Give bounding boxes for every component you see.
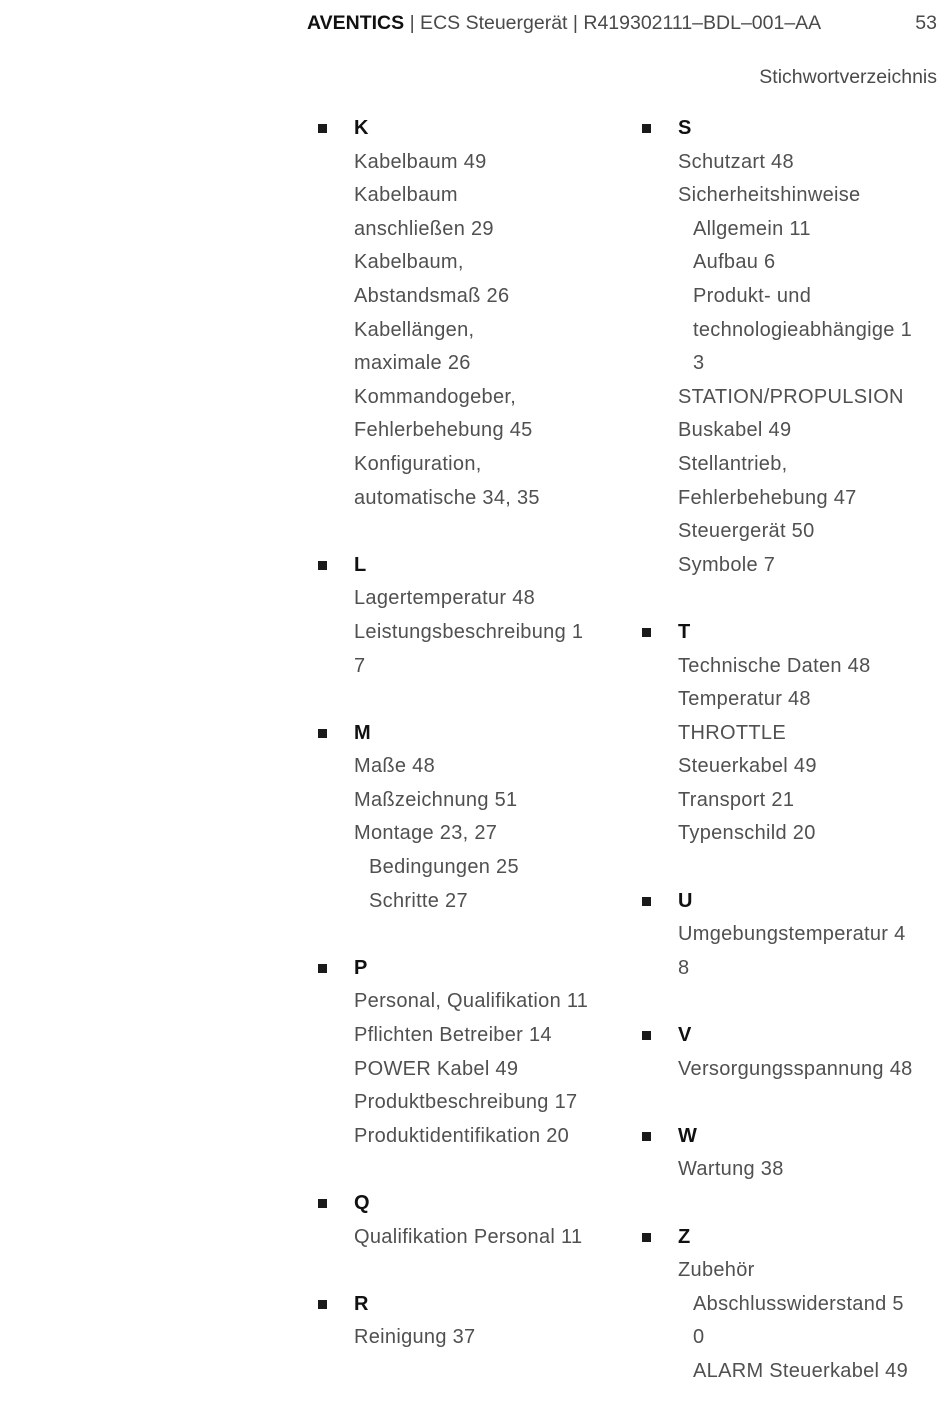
index-subentry: Bedingungen 25	[369, 856, 519, 879]
index-entry: Symbole 7	[678, 553, 776, 576]
bullet-square-icon	[642, 1233, 651, 1242]
page-header	[307, 12, 937, 35]
index-group-t	[642, 616, 942, 851]
index-letter: U	[678, 889, 693, 912]
bullet-square-icon	[318, 561, 327, 570]
index-entry: Kabelbaum,	[354, 251, 464, 274]
index-entry: anschließen 29	[354, 217, 494, 240]
index-entry: Schutzart 48	[678, 150, 794, 173]
index-entry: Transport 21	[678, 788, 795, 811]
index-column-right	[642, 112, 942, 1422]
index-entry: Umgebungstemperatur 4	[678, 923, 906, 946]
index-entry: 7	[354, 654, 366, 677]
bullet-square-icon	[642, 1132, 651, 1141]
index-letter: L	[354, 553, 367, 576]
index-entry: Wartung 38	[678, 1158, 784, 1181]
bullet-square-icon	[642, 897, 651, 906]
index-entry: POWER Kabel 49	[354, 1057, 519, 1080]
index-letter: W	[678, 1124, 697, 1147]
index-entry: Technische Daten 48	[678, 654, 871, 677]
index-letter: T	[678, 620, 691, 643]
index-entry: automatische 34, 35	[354, 486, 540, 509]
bullet-square-icon	[642, 628, 651, 637]
index-entry: Produktbeschreibung 17	[354, 1091, 578, 1114]
index-letter: S	[678, 117, 692, 139]
index-entry: Steuerkabel 49	[678, 755, 817, 778]
index-letter: M	[354, 721, 371, 744]
index-entry: Maßzeichnung 51	[354, 788, 518, 811]
index-entry: Qualifikation Personal 11	[354, 1225, 583, 1248]
index-letter: K	[354, 117, 369, 139]
brand-name: AVENTICS	[307, 12, 405, 34]
index-group-s	[642, 112, 942, 582]
section-title: Stichwortverzeichnis	[759, 66, 937, 88]
index-entry: Leistungsbeschreibung 1	[354, 620, 584, 643]
index-entry: maximale 26	[354, 352, 471, 375]
index-entry: Abstandsmaß 26	[354, 284, 510, 307]
index-entry: Kabelbaum	[354, 184, 458, 207]
index-entry: Pflichten Betreiber 14	[354, 1024, 552, 1047]
index-group-q	[318, 1187, 618, 1254]
index-subentry: Abschlusswiderstand 5	[693, 1292, 904, 1315]
index-subentry: Produkt- und	[693, 284, 812, 307]
bullet-square-icon	[318, 964, 327, 973]
index-entry: Personal, Qualifikation 11	[354, 990, 589, 1013]
bullet-square-icon	[318, 124, 327, 133]
index-subentry: Schritte 27	[369, 889, 468, 912]
bullet-square-icon	[318, 1300, 327, 1309]
index-letter: P	[354, 956, 368, 979]
index-entry: THROTTLE	[678, 721, 786, 744]
index-entry: Temperatur 48	[678, 688, 811, 711]
index-entry: Sicherheitshinweise	[678, 184, 861, 207]
index-entry: Steuergerät 50	[678, 520, 815, 543]
index-subentry: 0	[693, 1326, 705, 1349]
index-entry: STATION/PROPULSION	[678, 385, 904, 408]
index-entry: Produktidentifikation 20	[354, 1124, 570, 1147]
index-entry: Kabellängen,	[354, 318, 475, 341]
index-group-k	[318, 112, 618, 515]
index-letter: R	[354, 1292, 369, 1315]
index-entry: Kommandogeber,	[354, 385, 517, 408]
index-group-w	[642, 1120, 942, 1187]
index-entry: Zubehör	[678, 1259, 755, 1282]
index-group-p	[318, 952, 618, 1154]
index-entry: Reinigung 37	[354, 1326, 476, 1349]
bullet-square-icon	[642, 124, 651, 133]
index-entry: 8	[678, 956, 690, 979]
index-entry: Versorgungsspannung 48	[678, 1057, 913, 1080]
index-entry: Konfiguration,	[354, 452, 482, 475]
index-group-v	[642, 1019, 942, 1086]
index-entry: Fehlerbehebung 45	[354, 419, 533, 442]
index-group-u	[642, 885, 942, 986]
index-subentry: 3	[693, 352, 705, 375]
bullet-square-icon	[318, 729, 327, 738]
document-title: | ECS Steuergerät | R419302111–BDL–001–AA	[404, 12, 822, 34]
index-entry: Stellantrieb,	[678, 452, 788, 475]
index-column-left	[318, 112, 618, 1389]
index-group-l	[318, 549, 618, 683]
index-entry: Lagertemperatur 48	[354, 587, 536, 610]
index-entry: Kabelbaum 49	[354, 150, 487, 173]
page-number: 53	[915, 12, 937, 34]
index-group-r	[318, 1288, 618, 1355]
index-subentry: Aufbau 6	[693, 251, 776, 274]
bullet-square-icon	[318, 1199, 327, 1208]
index-subentry: ALARM Steuerkabel 49	[693, 1359, 909, 1382]
index-letter: V	[678, 1024, 692, 1047]
bullet-square-icon	[642, 1031, 651, 1040]
index-entry: Montage 23, 27	[354, 822, 498, 845]
index-entry: Typenschild 20	[678, 822, 816, 845]
index-entry: Buskabel 49	[678, 419, 792, 442]
index-entry: Fehlerbehebung 47	[678, 486, 857, 509]
index-subentry: Allgemein 11	[693, 217, 811, 240]
index-subentry: technologieabhängige 1	[693, 318, 913, 341]
index-letter: Q	[354, 1192, 370, 1214]
index-group-z	[642, 1221, 942, 1389]
index-entry: Maße 48	[354, 755, 436, 778]
index-letter: Z	[678, 1225, 691, 1248]
index-group-m	[318, 717, 618, 919]
